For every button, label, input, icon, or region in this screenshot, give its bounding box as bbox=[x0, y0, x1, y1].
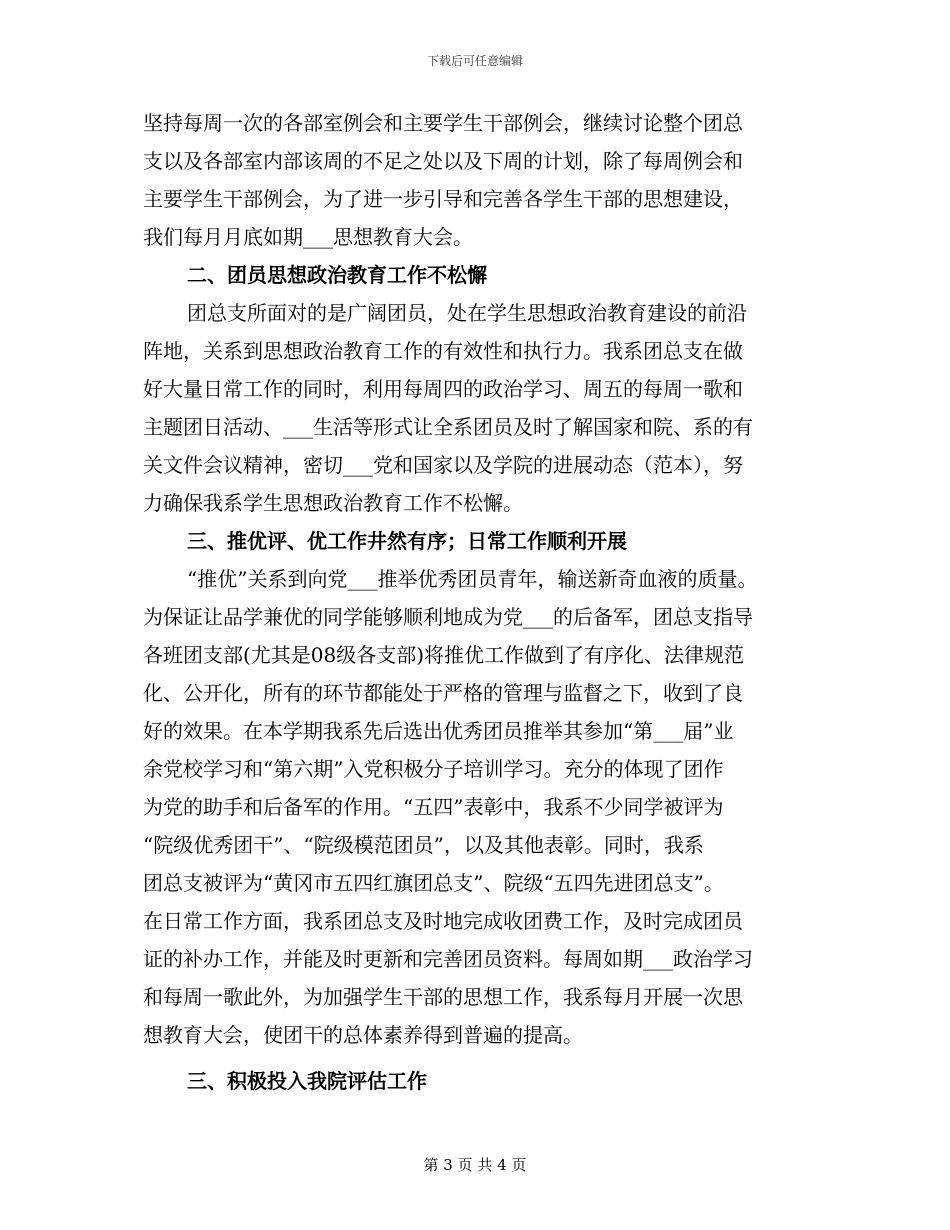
paragraph-line: 各班团支部(尤其是08级各支部)将推优工作做到了有序化、法律规范 bbox=[143, 643, 745, 667]
paragraph-line: 团总支所面对的是广阔团员，处在学生思想政治教育建设的前沿 bbox=[187, 301, 747, 325]
document-body bbox=[143, 104, 813, 1100]
paragraph-line: 支以及各部室内部该周的不足之处以及下周的计划，除了每周例会和 bbox=[143, 149, 743, 173]
paragraph-line: 团总支被评为“黄冈市五四红旗团总支”、院级“五四先进团总支”。 bbox=[143, 871, 724, 895]
paragraph-line: 余党校学习和“第六期”入党积极分子培训学习。充分的体现了团作 bbox=[143, 757, 724, 781]
page-footer: 第 3 页 共 4 页 bbox=[423, 1156, 527, 1174]
page-header: 下载后可任意编辑 bbox=[426, 54, 523, 68]
paragraph-line: 好大量日常工作的同时，利用每周四的政治学习、周五的每周一歌和 bbox=[143, 377, 743, 401]
paragraph-line: 主要学生干部例会，为了进一步引导和完善各学生干部的思想建设， bbox=[143, 187, 743, 211]
paragraph-line: 和每周一歌此外，为加强学生干部的思想工作，我系每月开展一次思 bbox=[143, 985, 743, 1009]
paragraph-line: 关文件会议精神，密切___党和国家以及学院的进展动态（范本），努 bbox=[143, 453, 743, 477]
paragraph-line: 为党的助手和后备军的作用。“五四”表彰中，我系不少同学被评为 bbox=[143, 795, 724, 819]
paragraph-line: 证的补办工作，并能及时更新和完善团员资料。每周如期___政治学习 bbox=[143, 947, 753, 971]
paragraph-line: “院级优秀团干”、“院级模范团员”，以及其他表彰。同时，我系 bbox=[143, 833, 704, 857]
paragraph-line: 在日常工作方面，我系团总支及时地完成收团费工作，及时完成团员 bbox=[143, 909, 743, 933]
section-heading: 三、积极投入我院评估工作 bbox=[187, 1069, 427, 1093]
paragraph-line: “推优”关系到向党___推举优秀团员青年，输送新奇血液的质量。 bbox=[187, 567, 758, 591]
paragraph-line: 主题团日活动、___生活等形式让全系团员及时了解国家和院、系的有 bbox=[143, 415, 753, 439]
paragraph-line: 为保证让品学兼优的同学能够顺利地成为党___的后备军，团总支指导 bbox=[143, 605, 753, 629]
paragraph-line: 力确保我系学生思想政治教育工作不松懈。 bbox=[143, 491, 523, 515]
section-heading: 二、团员思想政治教育工作不松懈 bbox=[187, 263, 487, 287]
section-heading: 三、推优评、优工作井然有序；日常工作顺利开展 bbox=[187, 529, 627, 553]
paragraph-line: 阵地，关系到思想政治教育工作的有效性和执行力。我系团总支在做 bbox=[143, 339, 743, 363]
paragraph-line: 想教育大会，使团干的总体素养得到普遍的提高。 bbox=[143, 1023, 583, 1047]
paragraph-line: 坚持每周一次的各部室例会和主要学生干部例会，继续讨论整个团总 bbox=[143, 111, 743, 135]
paragraph-line: 好的效果。在本学期我系先后选出优秀团员推举其参加“第___届”业 bbox=[143, 719, 734, 743]
paragraph-line: 我们每月月底如期___思想教育大会。 bbox=[143, 225, 473, 249]
paragraph-line: 化、公开化，所有的环节都能处于严格的管理与监督之下，收到了良 bbox=[143, 681, 743, 705]
